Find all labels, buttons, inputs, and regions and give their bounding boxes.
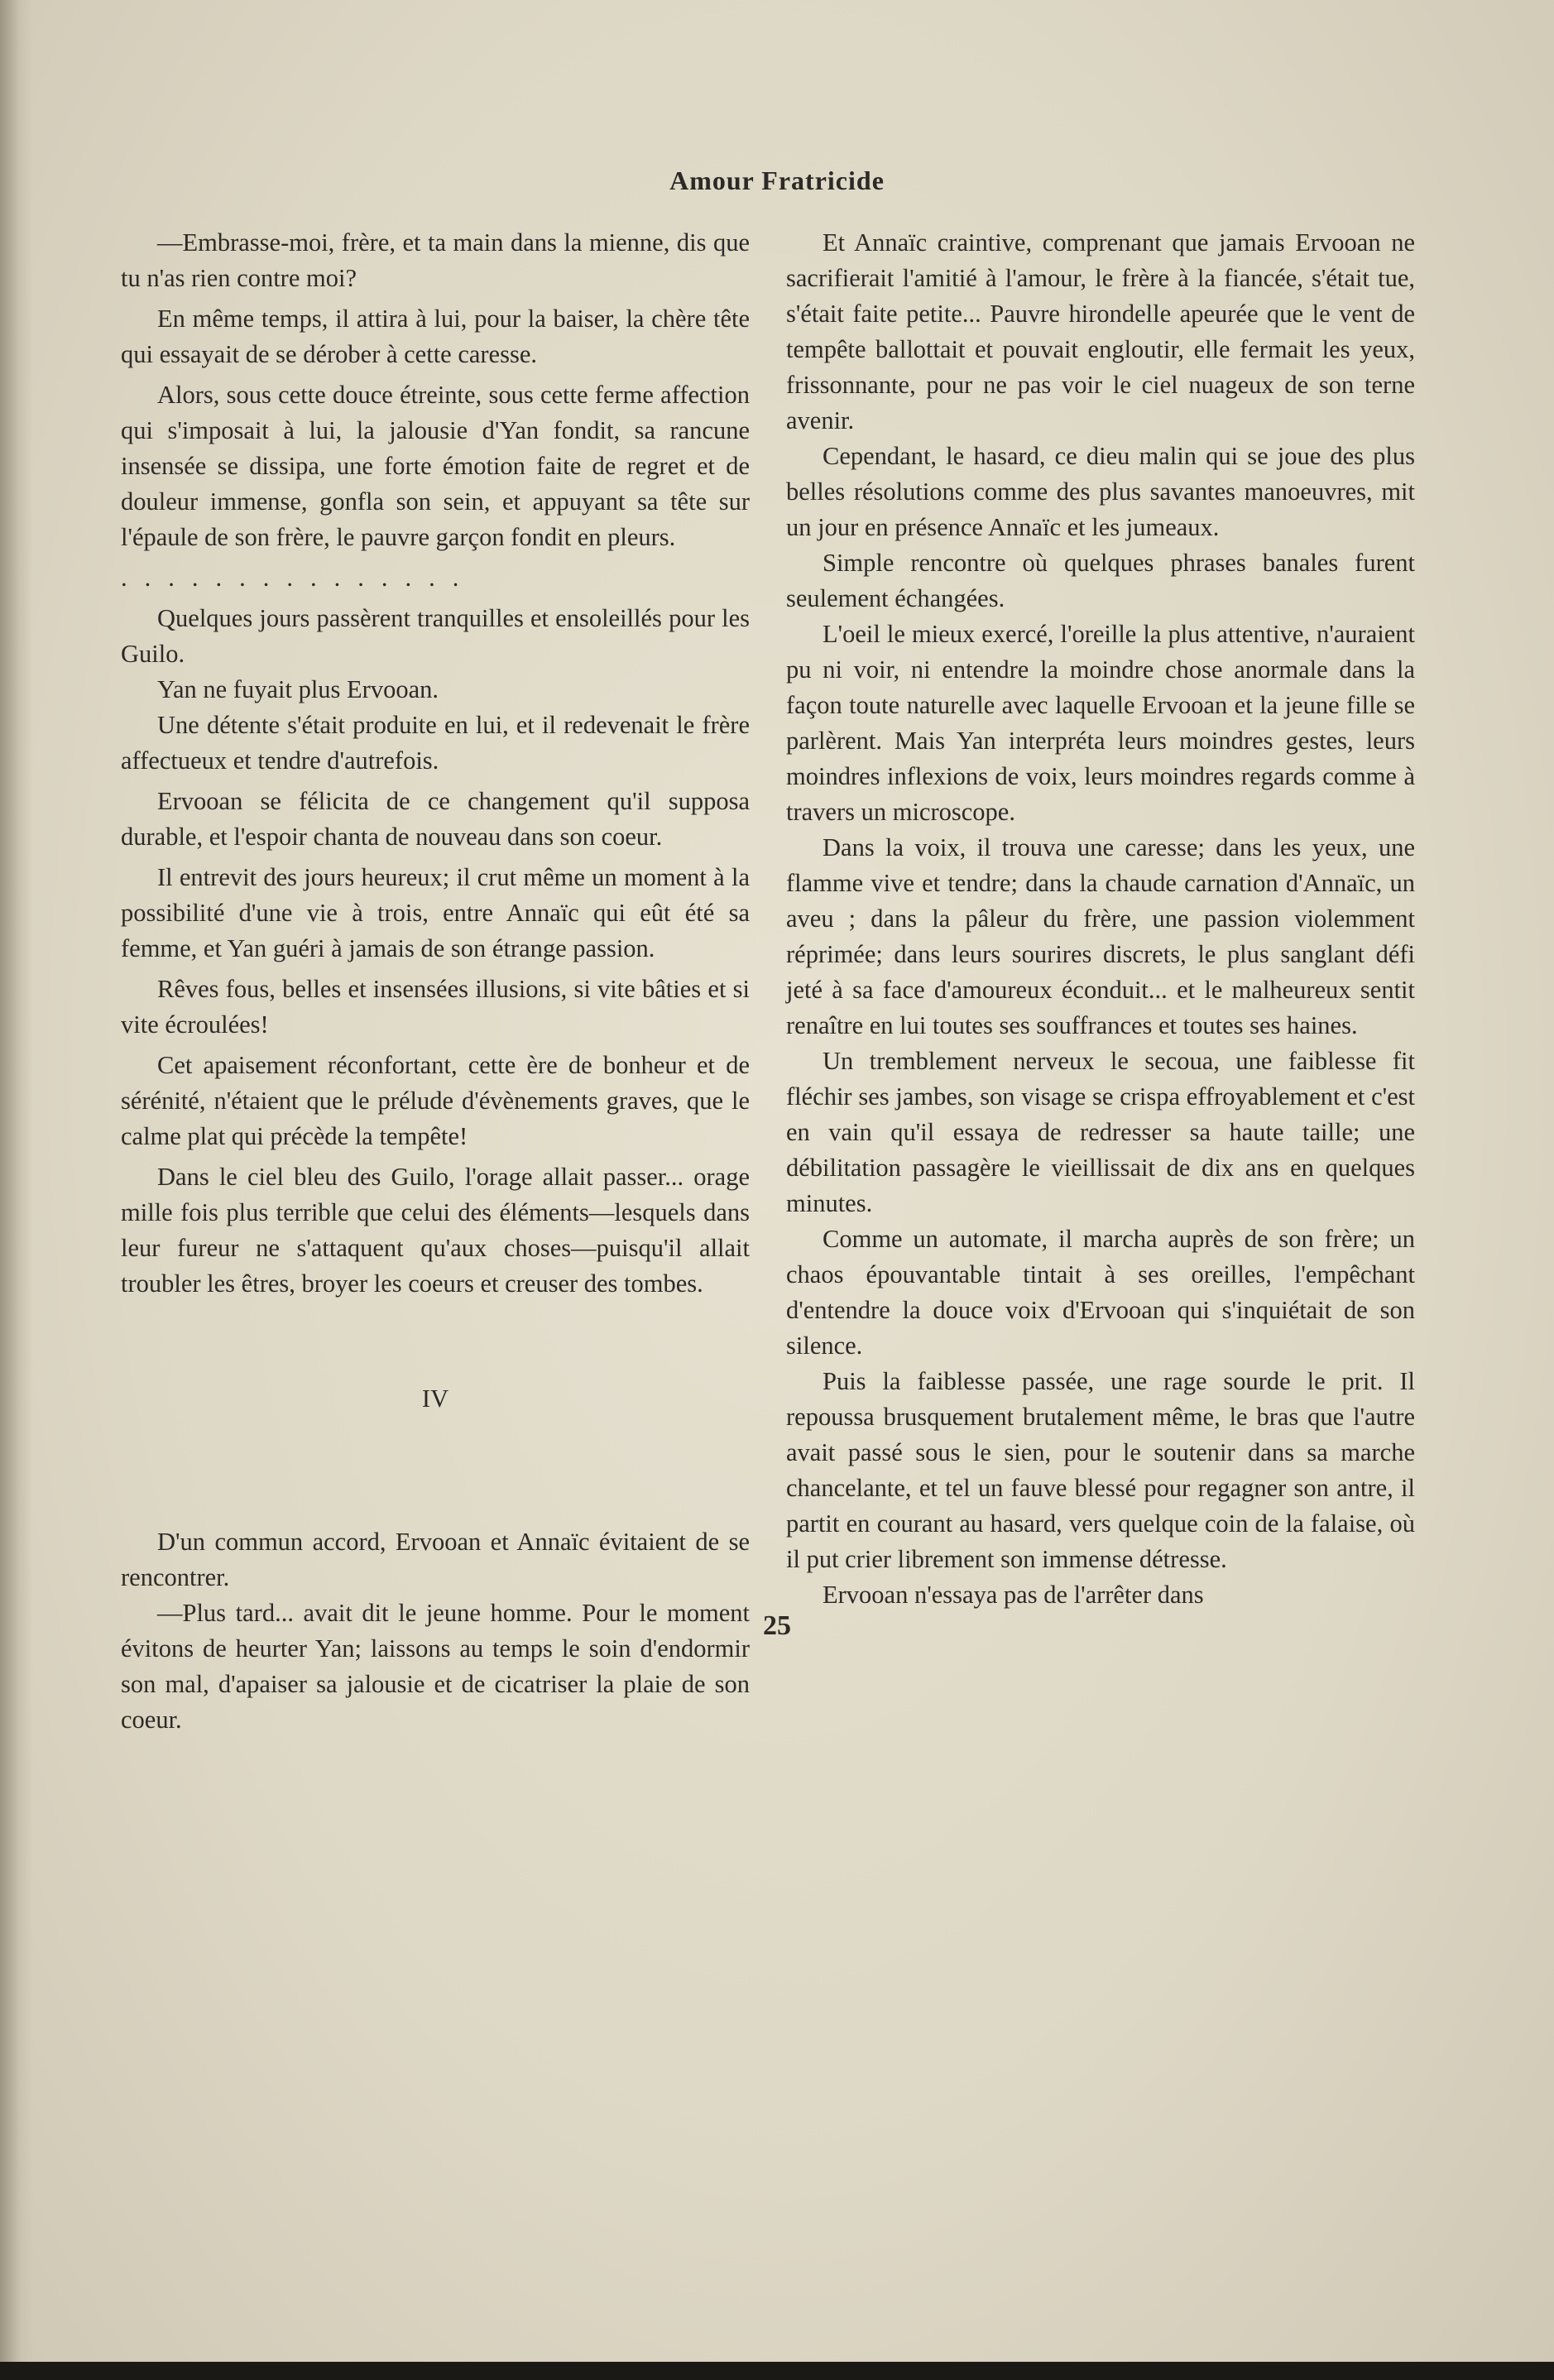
running-title: Amour Fratricide (669, 166, 885, 195)
paragraph: —Plus tard... avait dit le jeune homme. Pour le moment évitons de heurter Yan; laissons au temps le soin d'endormir son mal, d'apaiser sa jalousie et de cicatriser la plaie de son coeur. (121, 1599, 750, 1734)
paragraph: Simple rencontre où quelques phrases banales furent seulement échangées. (786, 549, 1415, 612)
paragraph: Ervooan se félicita de ce changement qu'il supposa durable, et l'espoir chanta de nouveau dans son coeur. (121, 787, 750, 851)
page-spine-shadow (0, 0, 33, 2380)
section-number: IV (421, 1384, 449, 1413)
scan-bottom-edge (0, 2362, 1554, 2380)
paragraph: Un tremblement nerveux le secoua, une faiblesse fit fléchir ses jambes, son visage se crispa effroyablement et c'est en vain qu'il essaya de redresser sa haute taille; une débilitation passagère le vieillissait de dix ans en quelques minutes. (786, 1047, 1415, 1217)
scene-break-dots: ............... (121, 564, 477, 592)
paragraph: Quelques jours passèrent tranquilles et ensoleillés pour les Guilo. (121, 604, 750, 668)
paragraph: Rêves fous, belles et insensées illusions, si vite bâties et si vite écroulées! (121, 975, 750, 1039)
paragraph: D'un commun accord, Ervooan et Annaïc évitaient de se rencontrer. (121, 1528, 750, 1591)
paragraph: Il entrevit des jours heureux; il crut même un moment à la possibilité d'une vie à trois, entre Annaïc qui eût été sa femme, et Yan guéri à jamais de son étrange passion. (121, 863, 750, 962)
paragraph: L'oeil le mieux exercé, l'oreille la plus attentive, n'auraient pu ni voir, ni entendre la moindre chose anormale dans la façon toute naturelle avec laquelle Ervooan et la jeune fille se parlèrent. Mais Yan interpréta leurs moindres gestes, leurs moindres inflexions de voix, leurs moindres regards comme à travers un microscope. (786, 620, 1415, 826)
page-number: 25 (763, 1610, 791, 1641)
paragraph: Yan ne fuyait plus Ervooan. (157, 675, 439, 703)
paragraph: Dans la voix, il trouva une caresse; dans les yeux, une flamme vive et tendre; dans la chaude carnation d'Annaïc, un aveu ; dans la pâleur du frère, une passion violemment réprimée; dans leurs sourires discrets, le plus sanglant défi jeté à sa face d'amoureux éconduit... et le malheureux sentit renaître en lui toutes ses souffrances et toutes ses haines. (786, 833, 1415, 1039)
paragraph: Une détente s'était produite en lui, et il redevenait le frère affectueux et tendre d'autrefois. (121, 711, 750, 775)
paragraph: Et Annaïc craintive, comprenant que jamais Ervooan ne sacrifierait l'amitié à l'amour, le frère à la fiancée, s'était tue, s'était faite petite... Pauvre hirondelle apeurée que le vent de tempête ballottait et pouvait engloutir, elle fermait les yeux, frissonnante, pour ne pas voir le ciel nuageux de son terne avenir. (786, 228, 1415, 434)
paragraph: Ervooan n'essaya pas de l'arrêter dans (823, 1581, 1204, 1609)
paragraph: Cependant, le hasard, ce dieu malin qui se joue des plus belles résolutions comme des plus savantes manoeuvres, mit un jour en présence Annaïc et les jumeaux. (786, 442, 1415, 541)
left-column (121, 225, 750, 1738)
paragraph: Puis la faiblesse passée, une rage sourde le prit. Il repoussa brusquement brutalement même, le bras que l'autre avait passé sous le sien, pour le soutenir dans sa marche chancelante, et tel un fauve blessé pour regagner son antre, il partit en courant au hasard, vers quelque coin de la falaise, où il put crier librement son immense détresse. (786, 1367, 1415, 1573)
paragraph: Dans le ciel bleu des Guilo, l'orage allait passer... orage mille fois plus terrible que celui des éléments—lesquels dans leur fureur ne s'attaquent qu'aux choses—puisqu'il allait troubler les êtres, broyer les coeurs et creuser des tombes. (121, 1163, 750, 1298)
paragraph: Alors, sous cette douce étreinte, sous cette ferme affection qui s'imposait à lui, la jalousie d'Yan fondit, sa rancune insensée se dissipa, une forte émotion faite de regret et de douleur immense, gonfla son sein, et appuyant sa tête sur l'épaule de son frère, le pauvre garçon fondit en pleurs. (121, 381, 750, 551)
paragraph: En même temps, il attira à lui, pour la baiser, la chère tête qui essayait de se dérober à cette caresse. (121, 305, 750, 368)
paragraph: —Embrasse-moi, frère, et ta main dans la mienne, dis que tu n'as rien contre moi? (121, 228, 750, 292)
paragraph: Comme un automate, il marcha auprès de son frère; un chaos épouvantable tintait à ses oreilles, l'empêchant d'entendre la douce voix d'Ervooan qui s'inquiétait de son silence. (786, 1225, 1415, 1360)
right-column (786, 225, 1415, 1613)
paragraph: Cet apaisement réconfortant, cette ère de bonheur et de sérénité, n'étaient que le prélude d'évènements graves, que le calme plat qui précède la tempête! (121, 1051, 750, 1150)
